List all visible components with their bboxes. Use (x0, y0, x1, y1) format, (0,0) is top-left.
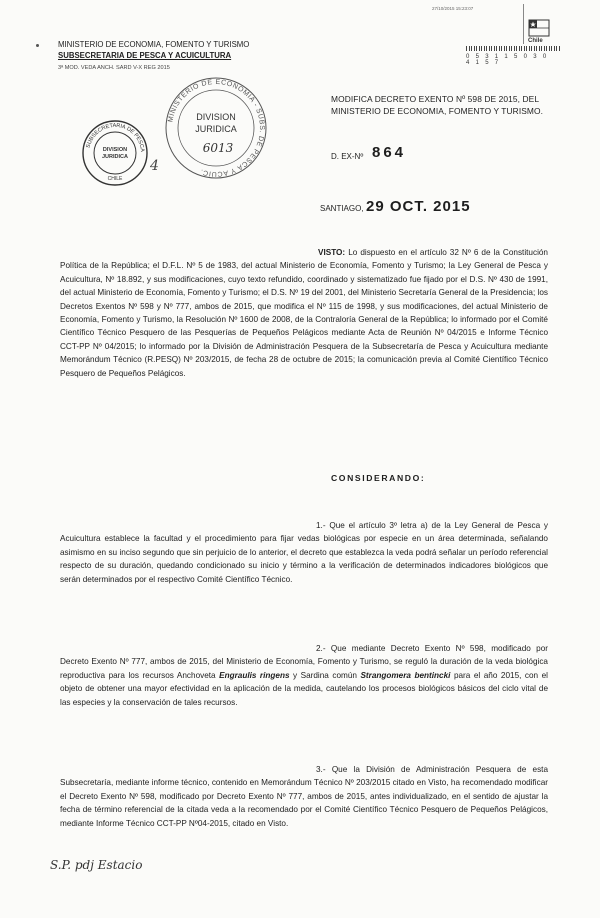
stamp-ring-text: MINISTERIO DE ECONOMIA - SUBS. DE PESCA Y ACUIC. (167, 78, 266, 178)
species-name-2: Strangomera bentincki (360, 670, 451, 680)
considerando-item-2 (60, 642, 548, 709)
date-stamp: 27/10/2015 15:23:07 (432, 6, 474, 11)
divider (523, 4, 524, 44)
visto-paragraph (60, 246, 548, 380)
subsecretaria-name: SUBSECRETARIA DE PESCA Y ACUICULTURA (58, 51, 232, 60)
document-date: 29 OCT. 2015 (366, 198, 471, 215)
decree-number: 864 (372, 144, 407, 161)
reference-code: 3ª MOD. VEDA ANCH. SARD V-X REG 2015 (58, 65, 170, 71)
stamp-center-line2: JURIDICA (195, 124, 237, 134)
considerando-1-text: Que el artículo 3º letra a) de la Ley General de Pesca y Acuicultura establece la facultad y el procedimiento para fijar vedas biológicas por especie en un área determinada, señalando asimismo en su inciso segundo que sin perjuicio de lo anterior, el decreto que establezca la veda podrá señalar un período referencial respecto de su duración, quedando condicionado su inicio y término a la verificación de determinados indicadores biológicos que serán determinados por el respectivo Comité Científico Técnico. (60, 521, 548, 584)
document-reference-title: MODIFICA DECRETO EXENTO Nº 598 DE 2015, DEL MINISTERIO DE ECONOMIA, FOMENTO Y TURISMO. (331, 94, 544, 116)
visto-label: VISTO: (318, 248, 346, 257)
visto-text: Lo dispuesto en el artículo 32 Nº 6 de la Constitución Política de la República; el D.F.L. Nº 5 de 1983, del actual Ministerio de Economía, Fomento y Turismo; la Ley General de Pesca y Acuicultura, Nº 18.892, y sus modificaciones, cuyo texto refundido, coordinado y sistematizado fue fijado por el D.S. Nº 430 de 1991, del actual Ministerio de Economía, Fomento y Turismo; el D.S. Nº 19 del 2001, del Ministerio Secretaría General de la Presidencia; los Decretos Exentos Nº 598 y Nº 777, ambos de 2015, que modifica el Nº 115 de 1998, y sus modificaciones, del actual Ministerio de Economía, Fomento y Turismo, la Resolución Nº 1600 de 2008, de la Contraloría General de la República; lo informado por el Comité Científico Técnico Pesquero de las Pesquerías de Pequeños Pelágicos mediante Acta de Reunión Nº 04/2015 e Informe Técnico CCT-PP Nº 04/2015; lo informado por la División de Administración Pesquera de la Subsecretaría de Pesca y Acuicultura mediante Memorándum Técnico (R.PESQ) Nº 203/2015, de fecha 28 de octubre de 2015; la comunicación previa al Comité Científico Técnico Pesquero de Pequeños Pelágicos. (60, 248, 548, 378)
considerando-item-3 (60, 763, 548, 830)
stamp-handwritten-number: 6013 (202, 141, 234, 155)
considerando-3-text: Que la División de Administración Pesquera de esta Subsecretaría, mediante informe técnico, contenido en Memorándum Técnico Nº 203/2015 citado en Visto, ha recomendado modificar el Decreto Exento Nº 598, modificado por Decreto Exento Nº 777, ambos de 2015, antes individualizado, en el sentido de ajustar la fecha de término referencial de la citada veda a la recomendado por el Comité Científico Técnico Pesquero de Pequeños Pelágicos, mediante Informe Técnico CCT-PP Nº04-2015, citado en Visto. (60, 765, 548, 828)
handwritten-mark: 4 (150, 158, 159, 174)
considerando-3-number: 3.- (316, 765, 326, 774)
registry-stamp (428, 4, 558, 66)
considerando-1-number: 1.- (316, 521, 326, 530)
small-seal-line1: DIVISION (102, 147, 128, 153)
small-seal-line2: JURIDICA (102, 154, 128, 160)
considerando-2-text-a: Que mediante Decreto Exento Nº 598, modificado por Decreto Exento Nº 777, ambos de 2015, del Ministerio de Economía, Fomento y Turismo, se reguló la duración de la veda biológica reproductiva para los recursos Anchoveta (60, 644, 548, 680)
decree-label: D. EX-Nº (331, 152, 364, 161)
ministry-name: MINISTERIO DE ECONOMIA, FOMENTO Y TURISMO (58, 40, 250, 49)
considerando-2-number: 2.- (316, 644, 326, 653)
division-juridica-stamp (160, 76, 272, 180)
species-name-1: Engraulis ringens (219, 670, 290, 680)
considerando-item-1 (60, 519, 548, 586)
considerando-2-text-c: para el año 2015, con el objeto de obtener una mayor efectividad en la aplicación de la medida, cautelando los procesos biológicos básicos del ciclo vital de las especies y la conservación de tales recursos. (60, 670, 548, 707)
small-seal-stamp (80, 118, 150, 188)
small-seal-ring-text: SUBSECRETARIA DE PESCA (85, 122, 146, 153)
handwritten-initials: S.P. pdj Estacio (50, 858, 143, 872)
small-seal-bottom: CHILE (107, 176, 123, 182)
margin-dot (36, 44, 39, 47)
barcode-number: 0 5 3 1 1 5 0 3 0 4 1 5 7 (466, 54, 549, 66)
stamp-center-line1: DIVISION (196, 112, 236, 122)
place-label: SANTIAGO, (320, 204, 364, 213)
barcode (466, 46, 560, 51)
considerando-title: CONSIDERANDO: (331, 473, 426, 483)
considerando-2-text-b: y Sardina común (289, 670, 361, 680)
logo-label: Chile (528, 38, 543, 44)
